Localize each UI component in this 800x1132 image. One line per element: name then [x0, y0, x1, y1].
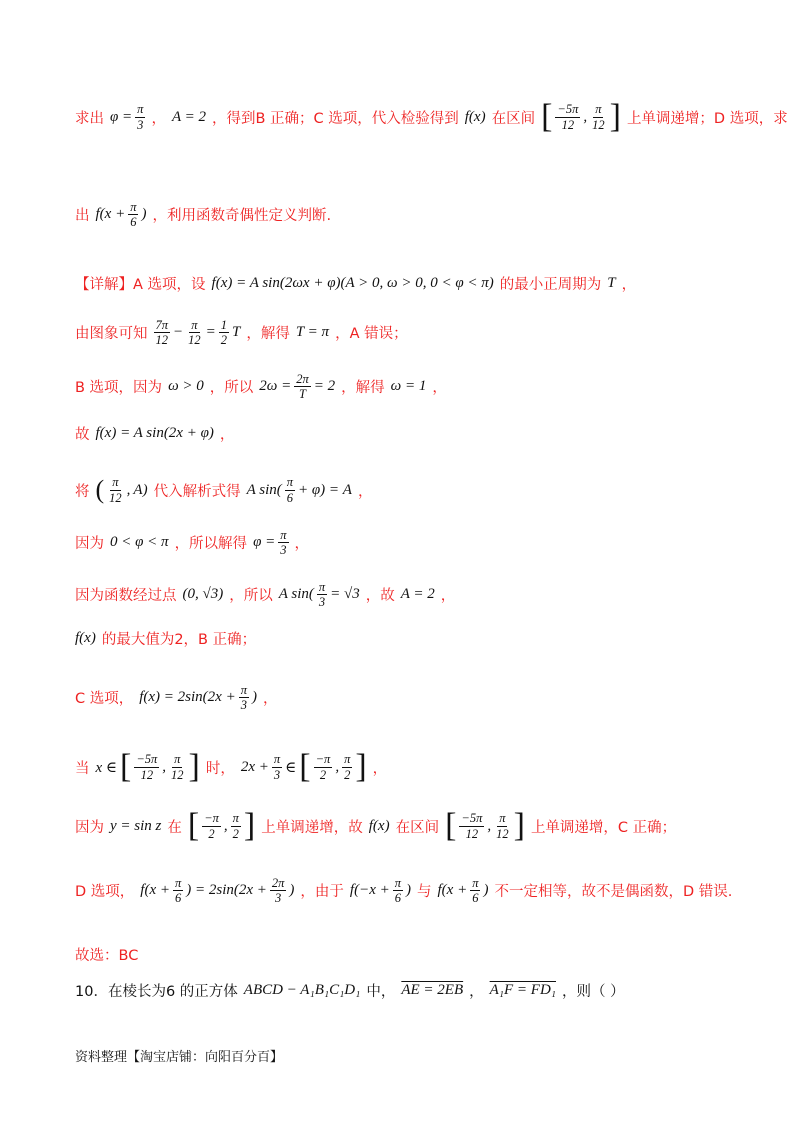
text: 故	[75, 427, 90, 443]
fraction	[128, 200, 138, 230]
text: B 选项，因为	[75, 380, 163, 397]
numerator: 2π	[271, 876, 285, 890]
T: T	[232, 324, 241, 341]
text: ，	[219, 427, 235, 443]
f-shift: f(x +	[140, 882, 170, 899]
text: ，	[469, 984, 484, 1000]
comma: ,	[162, 758, 167, 775]
text: ，利用函数奇偶性定义判断.	[152, 208, 332, 225]
math-two-omega	[259, 372, 335, 402]
math-f-shift-eq	[140, 876, 294, 906]
text: ，所以	[229, 588, 273, 605]
text: ，	[294, 536, 309, 553]
text: 10．在棱长为6 的正方体	[75, 984, 238, 1000]
right-bracket: ]	[609, 98, 621, 135]
text: 求出	[75, 110, 104, 127]
math-omega-1: ω = 1	[390, 378, 427, 395]
comma: ,	[223, 817, 228, 834]
numerator: π	[280, 528, 287, 542]
denominator: 6	[472, 891, 479, 906]
math-cube: ABCD − A₁B₁C₁D₁	[243, 982, 361, 998]
text: ，	[151, 110, 166, 127]
text: 出	[75, 208, 90, 225]
text: 与	[417, 884, 432, 901]
text: 时，	[205, 760, 235, 777]
text: ，由于	[300, 884, 344, 901]
text: ，故	[365, 588, 395, 605]
math-phi	[110, 102, 145, 132]
fraction	[317, 580, 327, 610]
denominator: 6	[394, 891, 401, 906]
math-A2: A = 2	[171, 108, 206, 125]
solution-line-9	[75, 580, 455, 610]
phi-eq: φ =	[110, 108, 133, 125]
right-bracket: ]	[188, 748, 200, 785]
math-x-interval	[96, 750, 200, 784]
text: 【详解】A 选项，设	[75, 277, 206, 293]
solution-line-4	[75, 318, 408, 348]
math-point	[96, 475, 148, 505]
text: 故选：BC	[75, 948, 139, 964]
solution-line-13	[75, 809, 676, 843]
numerator: −5π	[136, 752, 158, 767]
fraction	[590, 102, 607, 132]
solution-line-2	[75, 200, 331, 230]
denominator: 12	[155, 333, 168, 348]
text: 在区间	[395, 819, 440, 836]
denominator: T	[299, 387, 306, 402]
A-sin: A sin(	[278, 586, 314, 603]
text: ，	[432, 380, 447, 397]
denominator: 2	[319, 767, 327, 782]
fraction	[186, 318, 203, 348]
text: 在区间	[491, 110, 536, 127]
fraction	[459, 811, 484, 841]
fraction	[314, 752, 333, 782]
math-A-sin-root3	[279, 580, 360, 610]
x-in: x ∈	[95, 759, 118, 776]
math-arg-interval	[241, 750, 367, 784]
fraction	[494, 811, 511, 841]
math-f-simplified: f(x) = A sin(2x + φ)	[95, 425, 214, 441]
left-paren: (	[95, 475, 105, 504]
denominator: 12	[465, 826, 479, 841]
text: 将	[75, 483, 90, 500]
denominator: 3	[275, 891, 282, 906]
text: 当	[75, 760, 90, 777]
text: ，	[440, 588, 456, 605]
minus: −	[173, 324, 184, 341]
math-AE: AE = 2EB	[401, 982, 464, 998]
left-bracket: [	[299, 748, 311, 785]
denominator: 3	[240, 698, 247, 713]
fraction	[202, 811, 221, 841]
solution-line-5	[75, 372, 447, 402]
denominator: 12	[140, 767, 154, 782]
denominator: 12	[496, 826, 509, 841]
right-bracket: ]	[355, 748, 367, 785]
math-f-pos	[438, 876, 489, 906]
math-T: T	[607, 275, 616, 291]
text: C 选项，	[75, 691, 134, 708]
fraction	[134, 752, 159, 782]
text: ，	[262, 691, 278, 708]
fraction	[135, 102, 145, 132]
denominator: 12	[188, 333, 201, 348]
math-fx: f(x)	[75, 630, 96, 646]
fraction	[555, 102, 580, 132]
numerator: π	[472, 876, 479, 890]
math-interval	[541, 100, 621, 134]
text: ，所以解得	[174, 536, 248, 553]
numerator: −π	[315, 752, 331, 767]
denominator: 3	[137, 117, 144, 132]
denominator: 2	[220, 333, 228, 348]
text: ，所以	[209, 380, 254, 397]
fraction	[470, 876, 480, 906]
text: ，	[357, 483, 373, 500]
left-bracket: [	[445, 807, 457, 844]
fraction	[272, 752, 282, 782]
numerator: π	[499, 811, 506, 826]
denominator: 2	[344, 767, 351, 782]
text: ，得到B 正确；C 选项，代入检验得到	[211, 110, 459, 127]
denominator: 2	[208, 826, 215, 841]
math-f-shift	[96, 200, 147, 230]
solution-line-6	[75, 423, 234, 444]
math-phi-value	[253, 528, 288, 558]
comma: ,	[583, 108, 588, 125]
denominator: 3	[273, 767, 281, 782]
text: 中，	[366, 984, 396, 1000]
left-bracket: [	[541, 98, 553, 135]
math-A2: A = 2	[400, 586, 435, 603]
text: 上单调递增，C 正确；	[530, 819, 677, 836]
fraction	[169, 752, 186, 782]
numerator: 7π	[155, 318, 169, 332]
fraction	[231, 811, 241, 841]
text: ，则（ ）	[562, 984, 625, 1000]
denominator: 12	[561, 117, 575, 132]
close-paren: )	[483, 882, 489, 899]
two-omega: 2ω =	[259, 378, 292, 395]
math-point-root3: (0, √3)	[182, 586, 224, 603]
numerator: π	[232, 811, 239, 826]
fraction	[107, 475, 124, 505]
denominator: 6	[174, 891, 182, 906]
f-eq-2sin: f(x) = 2sin(2x +	[139, 689, 236, 706]
f-x-plus: f(x +	[437, 882, 468, 899]
numerator: 2π	[296, 372, 309, 386]
text: 因为	[75, 819, 104, 836]
math-f-neg	[350, 876, 411, 906]
fraction	[270, 876, 287, 906]
A-sin: A sin(	[246, 481, 282, 498]
text: 因为函数经过点	[75, 588, 177, 605]
fraction	[219, 318, 229, 348]
math-x-interval	[445, 809, 525, 843]
text: 上单调递增，故	[261, 819, 363, 836]
in: ∈	[285, 759, 297, 776]
fraction	[342, 752, 352, 782]
point-A: A)	[133, 481, 148, 498]
left-bracket: [	[120, 748, 132, 785]
denominator: 12	[171, 767, 184, 782]
numerator: π	[130, 200, 137, 214]
math-f-2sin	[139, 683, 257, 713]
solution-line-12	[75, 750, 387, 784]
denominator: 6	[286, 490, 293, 505]
solution-line-1	[75, 100, 788, 134]
denominator: 6	[130, 215, 137, 230]
fraction	[393, 876, 403, 906]
numerator: π	[344, 752, 351, 767]
numerator: −5π	[557, 102, 579, 117]
right-bracket: ]	[513, 807, 525, 844]
eq-2sin: ) = 2sin(2x +	[186, 882, 267, 899]
solution-line-11	[75, 683, 277, 713]
denominator: 2	[232, 826, 239, 841]
text: 在	[167, 819, 182, 836]
text: ，解得	[341, 380, 385, 397]
eq-2: = 2	[313, 378, 336, 395]
numerator: π	[318, 580, 326, 594]
math-y-sinz: y = sin z	[110, 817, 162, 834]
solution-line-3	[75, 273, 636, 294]
solution-line-14	[75, 876, 732, 906]
math-fx: f(x)	[368, 817, 390, 834]
denominator: 3	[318, 595, 326, 610]
text: ，	[372, 760, 388, 777]
numerator: π	[191, 318, 198, 332]
comma: ,	[335, 758, 340, 775]
numerator: π	[286, 475, 294, 490]
close-paren: )	[406, 882, 412, 899]
text: 由图象可知	[75, 326, 148, 343]
numerator: π	[595, 102, 602, 117]
math-period-eq	[154, 318, 241, 348]
math-omega-pos: ω > 0	[168, 378, 204, 395]
text: 代入解析式得	[153, 483, 241, 500]
numerator: π	[174, 752, 181, 767]
comma: ,	[487, 817, 492, 834]
text: 上单调递增；D 选项，求	[626, 110, 788, 127]
close-paren: )	[289, 882, 295, 899]
close-paren: )	[251, 689, 257, 706]
two-x-plus: 2x +	[240, 758, 269, 775]
text: 的最小正周期为	[499, 277, 602, 293]
text: 因为	[75, 536, 104, 553]
numerator: π	[174, 876, 182, 890]
f-neg: f(−x +	[349, 882, 390, 899]
math-substitution	[247, 475, 352, 505]
numerator: π	[240, 683, 247, 697]
fraction	[294, 372, 311, 402]
numerator: π	[112, 475, 119, 490]
denominator: 12	[592, 117, 605, 132]
math-T-pi: T = π	[295, 324, 330, 341]
numerator: π	[273, 752, 281, 767]
denominator: 3	[280, 543, 287, 558]
fraction	[239, 683, 249, 713]
math-f-def: f(x) = A sin(2ωx + φ)(A > 0, ω > 0, 0 < φ < π)	[211, 275, 494, 291]
text: ，解得	[246, 326, 290, 343]
text: 不一定相等，故不是偶函数，D 错误.	[494, 884, 733, 901]
right-bracket: ]	[243, 807, 256, 844]
numerator: −π	[204, 811, 219, 826]
solution-line-15	[75, 944, 138, 965]
f-x-plus: f(x +	[95, 206, 126, 223]
phi-eq: φ =	[253, 534, 276, 551]
problem-10	[75, 980, 625, 1001]
denominator: 12	[109, 490, 122, 505]
equals: =	[205, 324, 216, 341]
text: ，	[621, 277, 637, 293]
numerator: −5π	[461, 811, 483, 826]
numerator: π	[137, 102, 144, 117]
eq-root3: = √3	[330, 586, 360, 603]
text: D 选项，	[75, 884, 135, 901]
close-paren: )	[141, 206, 147, 223]
math-fx: f(x)	[464, 108, 486, 125]
numerator: 1	[220, 318, 228, 332]
solution-line-10	[75, 628, 256, 649]
text: ，A 错误；	[335, 326, 408, 343]
fraction	[278, 528, 288, 558]
fraction	[285, 475, 295, 505]
fraction	[154, 318, 171, 348]
solution-line-8	[75, 528, 309, 558]
math-A1F: A₁F = FD₁	[489, 982, 556, 998]
math-sin-interval	[188, 809, 255, 843]
text: 的最大值为2，B 正确；	[101, 632, 257, 648]
comma: ,	[126, 481, 131, 498]
solution-line-7	[75, 475, 372, 505]
numerator: π	[394, 876, 402, 890]
plus-phi-eq-A: + φ) = A	[298, 481, 352, 498]
left-bracket: [	[187, 807, 200, 844]
fraction	[173, 876, 183, 906]
math-phi-range: 0 < φ < π	[110, 534, 169, 551]
footer-source: 资料整理【淘宝店铺：向阳百分百】	[75, 1050, 284, 1065]
